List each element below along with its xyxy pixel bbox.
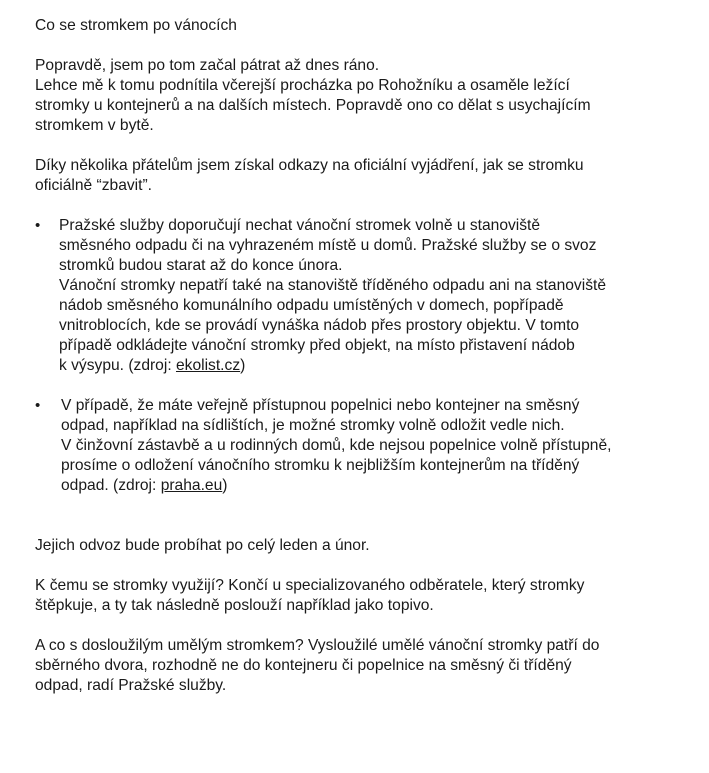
usage-line: K čemu se stromky využijí? Končí u specializovaného odběratele, který stromky — [35, 577, 585, 594]
praha-eu-link[interactable]: praha.eu — [160, 477, 223, 494]
friends-line: Díky několika přátelům jsem získal odkazy na oficiální vyjádření, jak se stromku — [35, 157, 584, 174]
removal-line: Jejich odvoz bude probíhat po celý leden a únor. — [35, 537, 370, 554]
artificial-line: sběrného dvora, rozhodně ne do kontejneru či popelnice na směsný či tříděný — [35, 657, 572, 674]
intro-line: Lehce mě k tomu podnítila včerejší procházka po Rohožníku a osaměle ležící — [35, 77, 570, 94]
bullet-line-source — [61, 476, 689, 496]
bullet-line: V činžovní zástavbě a u rodinných domů, kde nejsou popelnice volně přístupně, — [61, 437, 612, 454]
title-text: Co se stromkem po vánocích — [35, 17, 237, 34]
source-prefix: k výsypu. (zdroj: — [59, 357, 176, 374]
removal-paragraph — [35, 536, 689, 556]
friends-line: oficiálně “zbavit”. — [35, 177, 152, 194]
intro-line: Popravdě, jsem po tom začal pátrat až dnes ráno. — [35, 57, 380, 74]
source-suffix: ) — [222, 477, 228, 494]
intro-line: stromky u kontejnerů a na dalších místech. Popravdě ono co dělat s usychajícím — [35, 97, 591, 114]
intro-paragraph — [35, 56, 689, 136]
usage-line: štěpkuje, a ty tak následně poslouží například jako topivo. — [35, 597, 434, 614]
bullet-line: směsného odpadu či na vyhrazeném místě u domů. Pražské služby se o svoz — [59, 237, 597, 254]
friends-paragraph — [35, 156, 689, 196]
bullet-line: Pražské služby doporučují nechat vánoční stromek volně u stanoviště — [59, 217, 541, 234]
bullet-line: nádob směsného komunálního odpadu umístěných v domech, popřípadě — [59, 297, 564, 314]
bullet-text — [59, 216, 689, 376]
bullet-line: vnitroblocích, kde se provádí vynáška nádob přes prostory objektu. V tomto — [59, 317, 580, 334]
artificial-line: A co s dosloužilým umělým stromkem? Vysloužilé umělé vánoční stromky patří do — [35, 637, 600, 654]
bullet-line: prosíme o odložení vánočního stromku k nejbližším kontejnerům na tříděný — [61, 457, 580, 474]
bullet-line: V případě, že máte veřejně přístupnou popelnici nebo kontejner na směsný — [61, 397, 580, 414]
bullet-line: případě odkládejte vánoční stromky před objekt, na místo přistavení nádob — [59, 337, 575, 354]
bullet-line: Vánoční stromky nepatří také na stanoviště tříděného odpadu ani na stanoviště — [59, 277, 606, 294]
ekolist-link[interactable]: ekolist.cz — [175, 357, 241, 374]
bullet-marker: • — [35, 397, 41, 414]
document-title — [35, 16, 689, 36]
usage-paragraph — [35, 576, 689, 616]
bullet-line-source — [59, 356, 689, 376]
artificial-line: odpad, radí Pražské služby. — [35, 677, 227, 694]
bullet-line: odpad, například na sídlištích, je možné stromky volně odložit vedle nich. — [61, 417, 565, 434]
source-suffix: ) — [240, 357, 246, 374]
bullet-text — [61, 396, 689, 496]
artificial-tree-paragraph — [35, 636, 689, 696]
intro-line: stromkem v bytě. — [35, 117, 154, 134]
bullet-marker: • — [35, 217, 41, 234]
bullet-line: stromků budou starat až do konce února. — [59, 257, 343, 274]
source-prefix: odpad. (zdroj: — [61, 477, 161, 494]
